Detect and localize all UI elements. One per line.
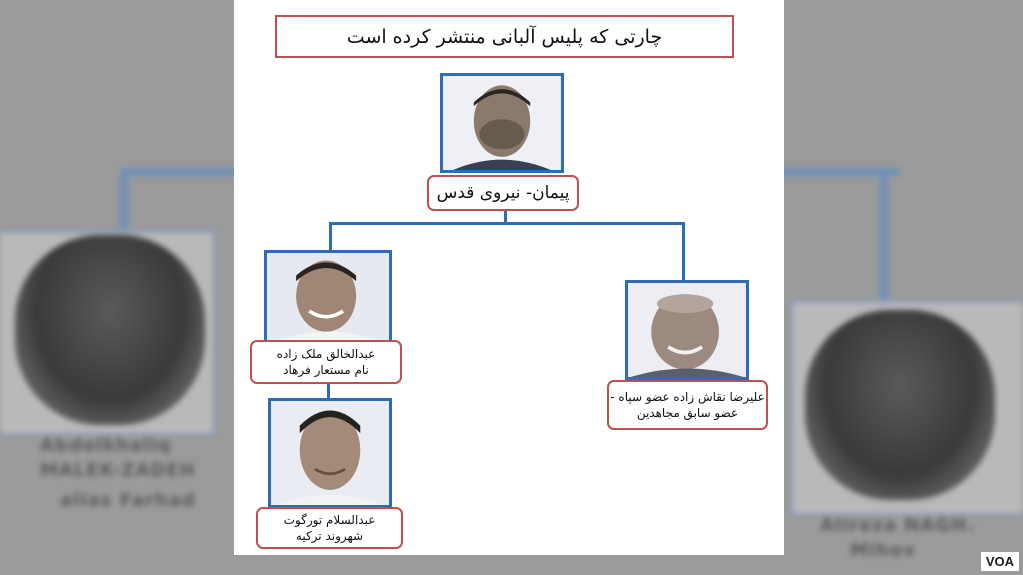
bottom-person-name: عبدالسلام تورگوت <box>283 512 376 527</box>
top-person-photo <box>440 73 564 173</box>
connector-left-drop <box>329 222 332 250</box>
left-person-photo <box>264 250 392 346</box>
connector-horizontal <box>329 222 684 225</box>
left-person-alias: نام مستعار فرهاد <box>283 363 369 377</box>
top-person-name: پیمان- نیروی قدس <box>436 182 570 203</box>
portrait-icon <box>628 283 746 377</box>
voa-watermark: VOA <box>981 552 1019 571</box>
right-person-label <box>607 380 768 430</box>
right-person-photo <box>625 280 749 380</box>
chart-panel <box>234 0 784 555</box>
right-person-name: علیرضا نقاش زاده عضو سپاه - <box>610 389 765 404</box>
portrait-icon <box>443 76 561 170</box>
connector-right-drop <box>682 222 685 280</box>
bottom-person-note: شهروند ترکیه <box>295 529 364 543</box>
bottom-person-photo <box>268 398 392 508</box>
blurred-background: Abdolkhaliq MALEK-ZADEH alias Farhad Alireza NAGH. Mihov <box>0 0 1023 575</box>
portrait-icon <box>271 401 389 505</box>
left-person-name: عبدالخالق ملک زاده <box>276 346 376 361</box>
portrait-icon <box>267 253 389 343</box>
left-person-label <box>250 340 402 384</box>
top-person-label <box>427 175 579 211</box>
connector-left-bottom <box>327 383 330 399</box>
bottom-person-label <box>256 507 403 549</box>
right-person-note: عضو سابق مجاهدین <box>636 406 739 420</box>
chart-title: چارتی که پلیس آلبانی منتشر کرده است <box>275 15 734 58</box>
